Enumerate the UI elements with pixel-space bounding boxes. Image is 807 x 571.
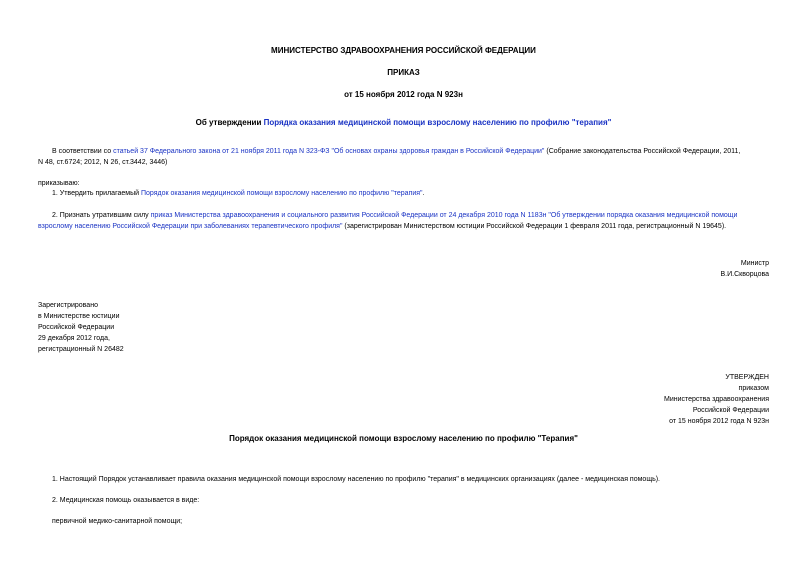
order-word: приказываю:	[38, 180, 80, 187]
procedure-title: Порядок оказания медицинской помощи взрослому населению по профилю "Терапия"	[229, 434, 578, 443]
procedure-paragraph-3: первичной медико-санитарной помощи;	[52, 518, 183, 525]
approval-block	[664, 372, 769, 427]
approval-line: Российской Федерации	[692, 407, 769, 414]
item-2-line-2	[38, 221, 726, 232]
preamble-suffix: (Собрание законодательства Российской Федерации, 2011,	[544, 148, 741, 155]
registration-line: в Министерстве юстиции	[38, 313, 120, 320]
item-1	[52, 188, 425, 199]
repealed-order-link-cont[interactable]: взрослому населению Российской Федерации при заболеваниях терапевтического профиля"	[38, 223, 343, 230]
registration-line: регистрационный N 26482	[38, 346, 124, 353]
preamble-prefix: В соответствии со	[52, 148, 114, 155]
document-title-prefix: Об утверждении	[195, 118, 264, 127]
procedure-paragraph-2: 2. Медицинская помощь оказывается в виде:	[52, 497, 200, 504]
doc-type-heading: ПРИКАЗ	[387, 68, 420, 77]
registration-block	[38, 300, 124, 355]
preamble-paragraph	[38, 146, 770, 157]
item-1-suffix: .	[422, 190, 425, 197]
ministry-heading: МИНИСТЕРСТВО ЗДРАВООХРАНЕНИЯ РОССИЙСКОЙ ФЕДЕРАЦИИ	[271, 46, 536, 55]
item-1-prefix: 1. Утвердить прилагаемый	[52, 190, 141, 197]
preamble-line-2: N 48, ст.6724; 2012, N 26, ст.3442, 3446)	[38, 159, 168, 166]
signature-name: В.И.Скворцова	[720, 271, 769, 278]
document-title	[0, 117, 807, 128]
procedure-link[interactable]: Порядок оказания медицинской помощи взрослому населению по профилю "терапия"	[140, 190, 423, 197]
federal-law-link[interactable]: статьей 37 Федерального закона от 21 ноября 2011 года N 323-ФЗ "Об основах охраны здоровья граждан в Российской Федерации"	[113, 148, 545, 155]
approval-line: Министерства здравоохранения	[664, 396, 769, 403]
registration-line: Российской Федерации	[38, 324, 115, 331]
registration-line: 29 декабря 2012 года,	[38, 335, 110, 342]
approval-line: от 15 ноября 2012 года N 923н	[669, 418, 769, 425]
approval-line: приказом	[738, 385, 769, 392]
item-2-line-1	[52, 210, 737, 221]
repealed-order-link[interactable]: приказ Министерства здравоохранения и социального развития Российской Федерации от 24 декабря 2010 года N 1183н "Об утверждении порядка оказания медицинской помощи	[150, 212, 738, 219]
document-title-link[interactable]: Порядка оказания медицинской помощи взрослому населению по профилю "терапия"	[263, 118, 612, 127]
signature-role: Министр	[740, 260, 769, 267]
procedure-paragraph-1: 1. Настоящий Порядок устанавливает правила оказания медицинской помощи взрослому населению по профилю "терапия" в медицинских организациях (далее - медицинская помощь).	[52, 476, 661, 483]
date-number-heading: от 15 ноября 2012 года N 923н	[344, 90, 463, 99]
approval-line: УТВЕРЖДЕН	[725, 374, 769, 381]
item-2-suffix: (зарегистрирован Министерством юстиции Российской Федерации 1 февраля 2011 года, регистрационный N 19645).	[342, 223, 727, 230]
registration-line: Зарегистрировано	[38, 302, 98, 309]
item-2-prefix: 2. Признать утратившим силу	[52, 212, 151, 219]
